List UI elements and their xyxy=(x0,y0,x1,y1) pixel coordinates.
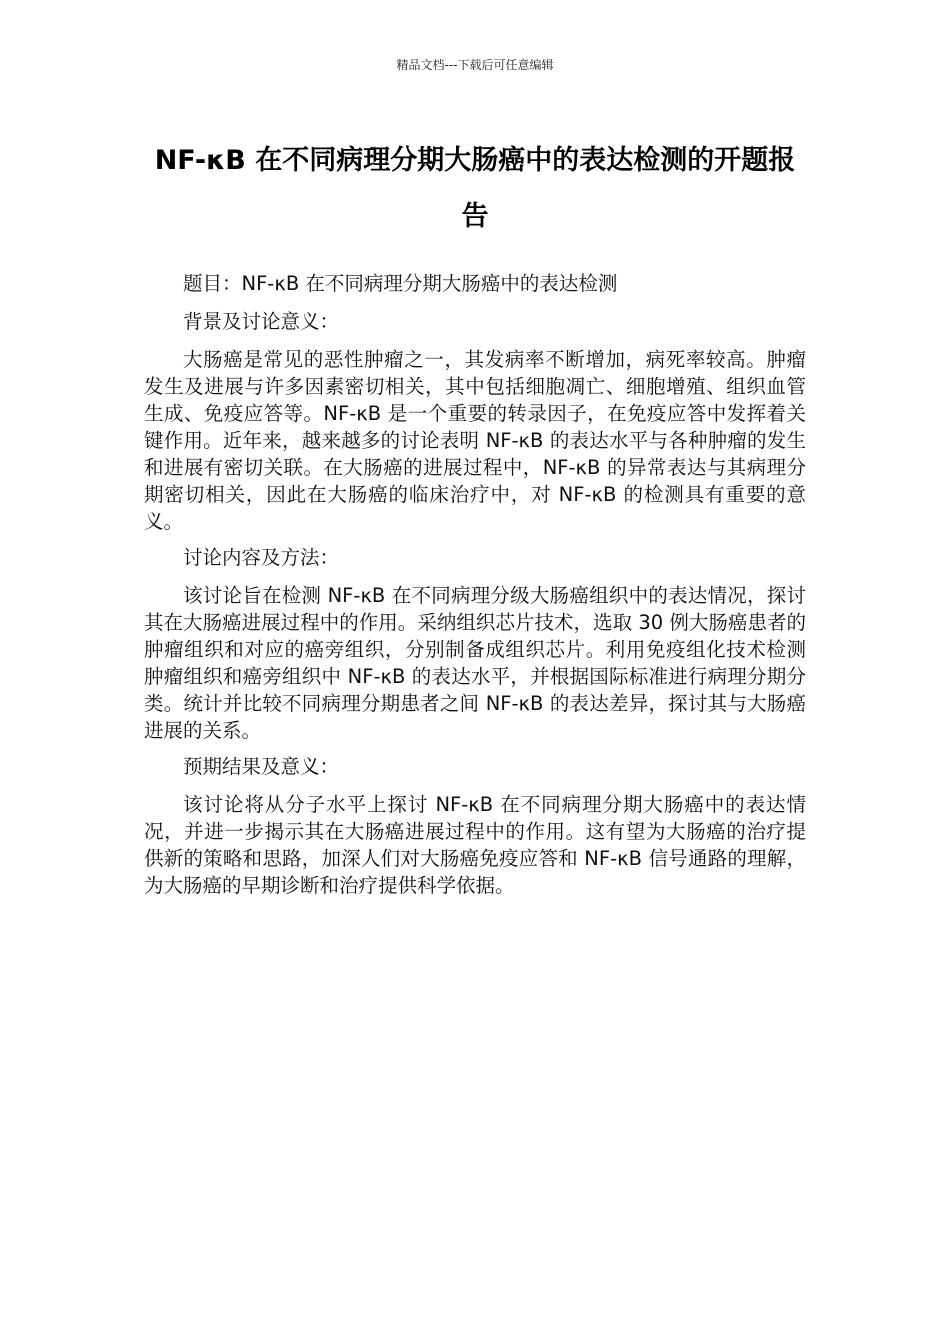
page-header: 精品文档---下载后可任意编辑 xyxy=(396,58,554,72)
results-heading: 预期结果及意义： xyxy=(183,755,340,778)
document-body xyxy=(144,270,806,908)
methods-heading: 讨论内容及方法： xyxy=(183,546,340,569)
methods-paragraph: 该讨论旨在检测 NF-κB 在不同病理分级大肠癌组织中的表达情况，探讨其在大肠癌进展过程中的作用。采纳组织芯片技术，选取 30 例大肠癌患者的肿瘤组织和对应的癌旁组织，分别制备成组织芯片。利用免疫组化技术检测肿瘤组织和癌旁组织中 NF-κB 的表达水平，并根据国际标准进行病理分期分类。统计并比较不同病理分期患者之间 NF-κB 的表达差异，探讨其与大肠癌进展的关系。 xyxy=(144,584,806,742)
results-paragraph: 该讨论将从分子水平上探讨 NF-κB 在不同病理分期大肠癌中的表达情况，并进一步揭示其在大肠癌进展过程中的作用。这有望为大肠癌的治疗提供新的策略和思路，加深人们对大肠癌免疫应答和 NF-κB 信号通路的理解，为大肠癌的早期诊断和治疗提供科学依据。 xyxy=(144,793,806,897)
background-heading: 背景及讨论意义： xyxy=(183,310,340,333)
background-paragraph: 大肠癌是常见的恶性肿瘤之一，其发病率不断增加，病死率较高。肿瘤发生及进展与许多因素密切相关，其中包括细胞凋亡、细胞增殖、组织血管生成、免疫应答等。NF-κB 是一个重要的转录因子，在免疫应答中发挥着关键作用。近年来，越来越多的讨论表明 NF-κB 的表达水平与各种肿瘤的发生和进展有密切关联。在大肠癌的进展过程中，NF-κB 的异常表达与其病理分期密切相关，因此在大肠癌的临床治疗中，对 NF-κB 的检测具有重要的意义。 xyxy=(144,348,806,533)
document-title: NF-κB 在不同病理分期大肠癌中的表达检测的开题报告 xyxy=(154,145,796,232)
topic-line: 题目：NF-κB 在不同病理分期大肠癌中的表达检测 xyxy=(183,272,618,295)
